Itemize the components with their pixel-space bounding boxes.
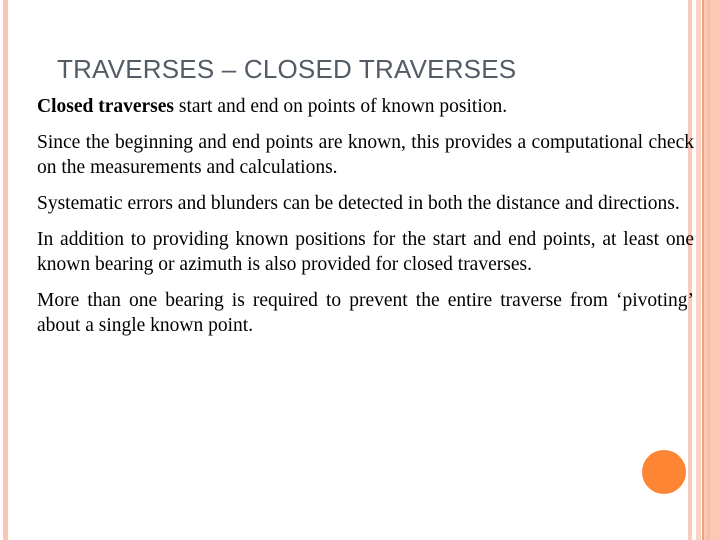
right-border-stripe	[707, 0, 710, 540]
paragraph-computational-check: Since the beginning and end points are known, this provides a computational check on the measurements and calculations.	[37, 132, 694, 178]
slide-title: TRAVERSES – CLOSED TRAVERSES	[57, 54, 517, 84]
left-border-stripe	[3, 0, 8, 540]
paragraph-known-bearing: In addition to providing known positions for the start and end points, at least one known bearing or azimuth is also provided for closed traverses.	[37, 229, 694, 275]
slide-body	[37, 94, 694, 349]
right-border-stripe	[696, 0, 701, 540]
paragraph-systematic-errors: Systematic errors and blunders can be detected in both the distance and directions.	[37, 193, 680, 214]
term-closed-traverses: Closed traverses	[37, 96, 175, 117]
paragraph-pivoting: More than one bearing is required to prevent the entire traverse from ‘pivoting’ about a single known point.	[37, 290, 694, 336]
right-border-line	[702, 0, 704, 540]
orange-circle-decoration	[642, 450, 686, 494]
paragraph-closed-traverses: Closed traverses start and end on points of known position.	[37, 96, 508, 117]
